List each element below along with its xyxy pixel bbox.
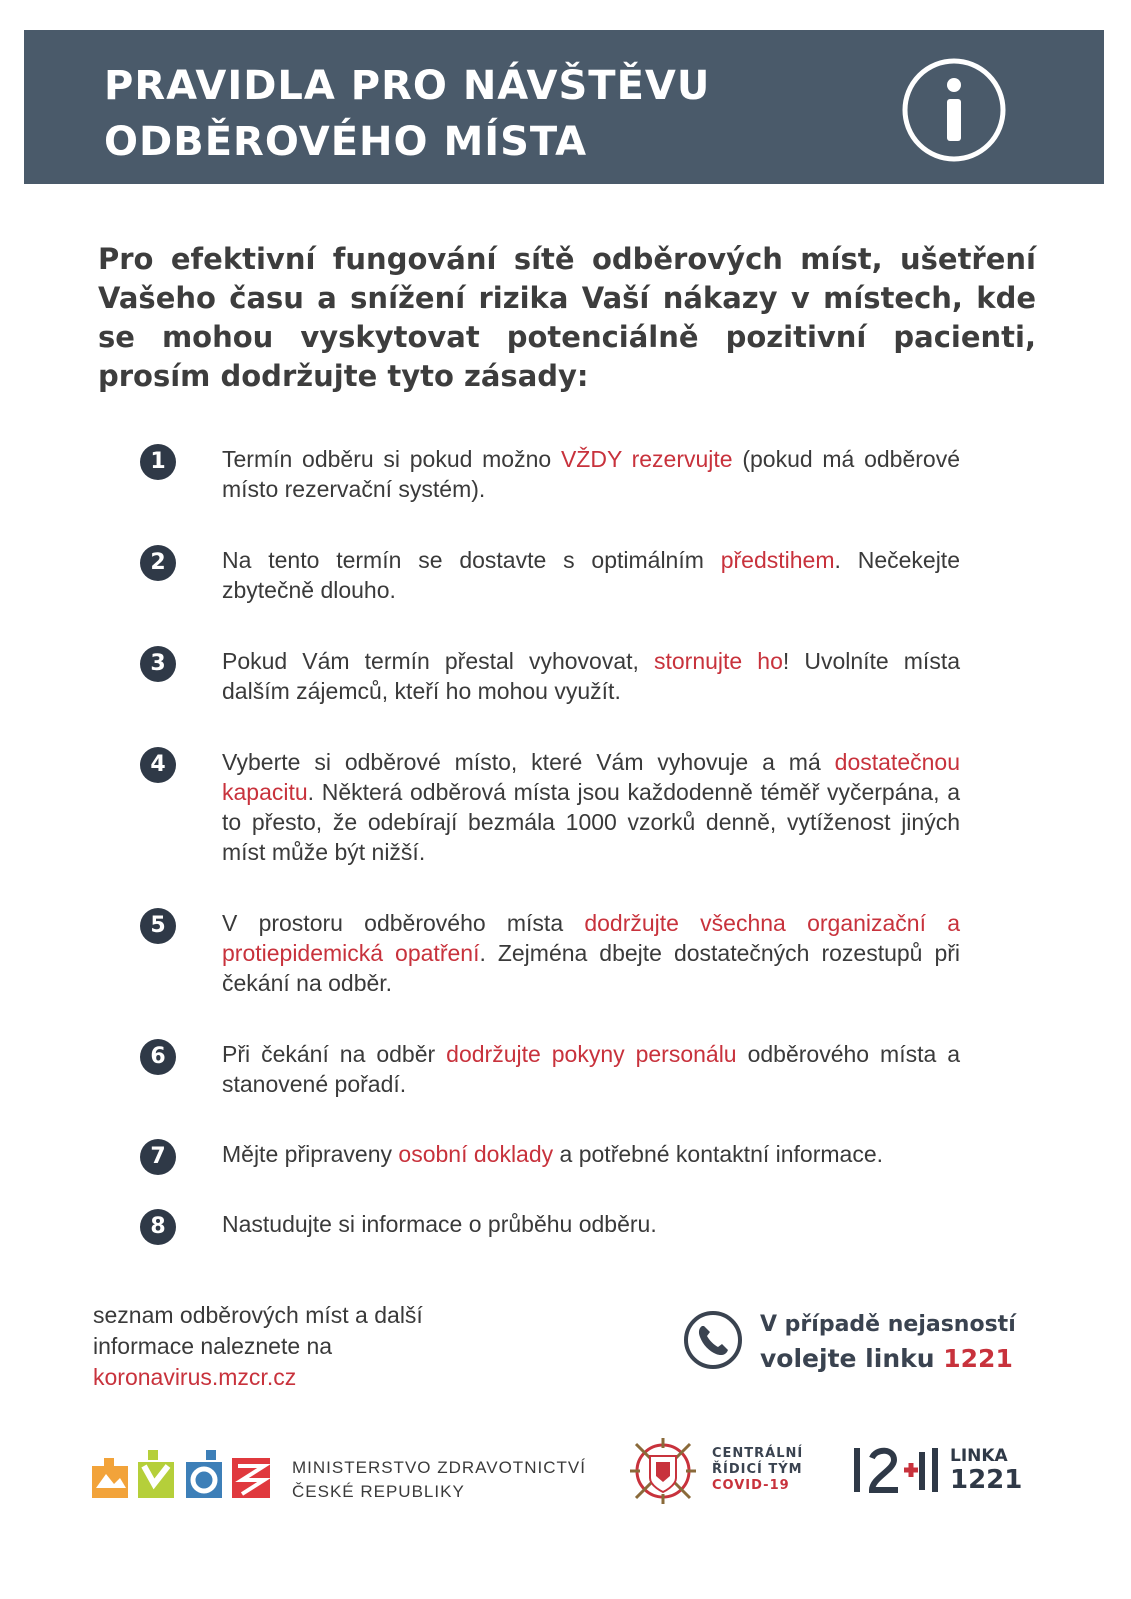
rule-highlight: dodržujte pokyny personálu xyxy=(446,1041,737,1067)
crt-name: CENTRÁLNÍ ŘÍDICÍ TÝM COVID-19 xyxy=(712,1446,804,1493)
crt-emblem-icon xyxy=(626,1434,700,1508)
rule-highlight: dodržujte všechna organizační a protiepidemická opatření xyxy=(222,910,961,966)
rule-highlight: dostatečnou kapacitu xyxy=(222,749,960,805)
hotline-line-1: V případě nejasností xyxy=(760,1312,1016,1337)
linka-label: LINKA 1221 xyxy=(950,1446,1023,1495)
rule-number-badge: 6 xyxy=(140,1039,176,1075)
rule-highlight: předstihem xyxy=(720,547,835,573)
page-title xyxy=(104,58,710,170)
website-link[interactable]: koronavirus.mzcr.cz xyxy=(93,1364,297,1390)
rule-number-badge: 3 xyxy=(140,646,176,682)
rule-text: Vyberte si odběrové místo, které Vám vyhovuje a má dostatečnou kapacitu. Některá odběrová místa jsou každodenně téměř vyčerpána, a to přesto, že odebírají bezmála 1000 vzorků denně, vytíženost jiných míst může být nižší. xyxy=(222,749,960,865)
rule-number-badge: 5 xyxy=(140,908,176,944)
rule-highlight: osobní doklady xyxy=(398,1141,554,1167)
header-banner xyxy=(24,30,1104,184)
hotline-number: 1221 xyxy=(943,1344,1013,1373)
title-line-1: PRAVIDLA PRO NÁVŠTĚVU xyxy=(104,63,711,109)
footer-info-line-2: informace naleznete na xyxy=(93,1333,333,1359)
rule-text: Při čekání na odběr dodržujte pokyny personálu odběrového místa a stanovené pořadí. xyxy=(222,1041,961,1097)
linka-logo-icon xyxy=(852,1444,940,1496)
hotline-info xyxy=(760,1308,1060,1376)
intro-paragraph: Pro efektivní fungování sítě odběrových míst, ušetření Vašeho času a snížení rizika Vaší nákazy v místech, kde se mohou vyskytovat potenciálně pozitivní pacienti, prosím dodržujte tyto zásady: xyxy=(98,242,1036,393)
hotline-line-2: volejte linku 1221 xyxy=(760,1344,1013,1373)
rule-text: V prostoru odběrového místa dodržujte všechna organizační a protiepidemická opatření. Zejména dbejte dostatečných rozestupů při čekání na odběr. xyxy=(222,910,961,996)
rule-number-badge: 4 xyxy=(140,747,176,783)
rule-text: Mějte připraveny osobní doklady a potřebné kontaktní informace. xyxy=(222,1141,884,1167)
footer-info-line-1: seznam odběrových míst a další xyxy=(93,1302,423,1328)
rule-text: Termín odběru si pokud možno VŽDY rezervujte (pokud má odběrové místo rezervační systém). xyxy=(222,446,961,502)
phone-icon xyxy=(683,1310,743,1370)
footer-info xyxy=(93,1300,513,1393)
rule-number-badge: 7 xyxy=(140,1139,176,1175)
rule-highlight: VŽDY rezervujte xyxy=(560,446,733,472)
rule-number-badge: 1 xyxy=(140,444,176,480)
title-line-2: ODBĚROVÉHO MÍSTA xyxy=(104,119,588,165)
logos-row xyxy=(0,1430,1131,1520)
rule-number-badge: 2 xyxy=(140,545,176,581)
ministry-name: MINISTERSTVO ZDRAVOTNICTVÍ ČESKÉ REPUBLIKY xyxy=(292,1458,586,1501)
rule-text: Pokud Vám termín přestal vyhovovat, stornujte ho! Uvolníte místa dalším zájemců, kteří ho mohou využít. xyxy=(222,648,960,704)
info-icon xyxy=(900,56,1008,164)
ministry-logo-icon xyxy=(92,1448,272,1498)
rule-number-badge: 8 xyxy=(140,1209,176,1245)
rule-highlight: stornujte ho xyxy=(654,648,783,674)
rule-text: Nastudujte si informace o průběhu odběru. xyxy=(222,1211,657,1237)
rule-text: Na tento termín se dostavte s optimálním předstihem. Nečekejte zbytečně dlouho. xyxy=(222,547,960,603)
